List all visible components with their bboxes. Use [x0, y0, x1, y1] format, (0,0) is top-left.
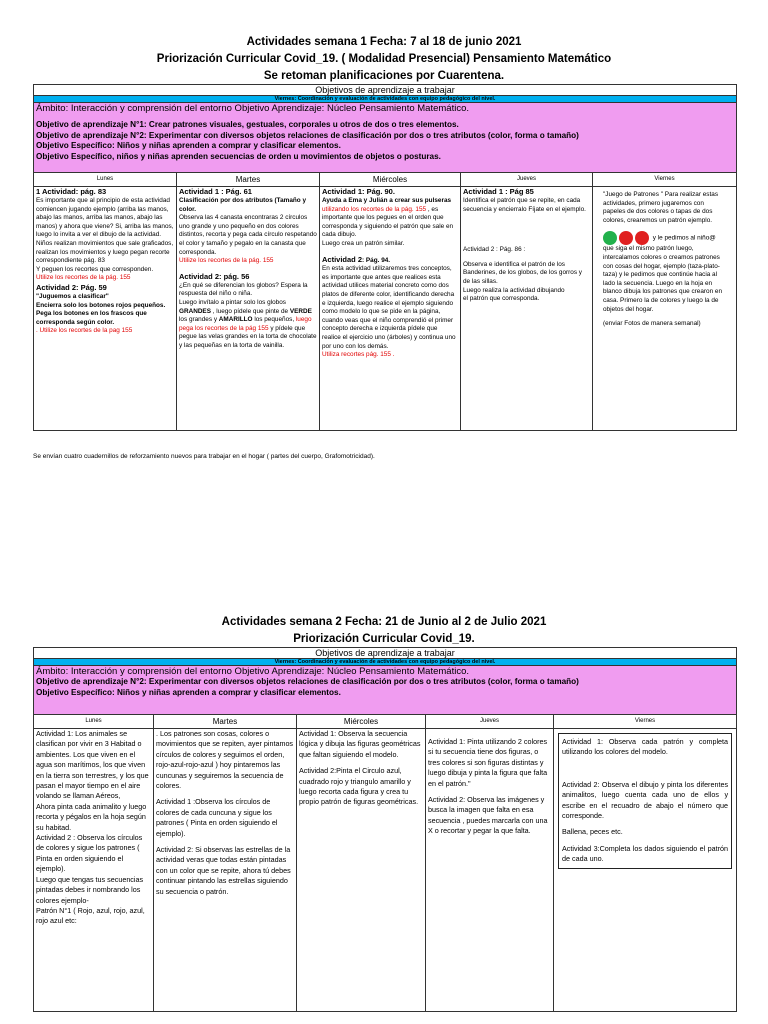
activity-text: Actividad 1: Los animales se clasifican por vivir en 3 Habitad o ambientes. Los que viven en el agua son marítimos, los que viven en la tierra son terrestres, y los que pasan el mayor tiempo en el aire volando se llaman Aéreos, [36, 729, 149, 801]
activity-red-note: Utiliza recortes pág. 155 . [322, 351, 395, 359]
activity-title: Actividad 2: pág. 56 [179, 271, 250, 281]
activity-text: y le pedimos al niño@ que siga el mismo patrón luego, intercalamos colores o creamos patrones con cosas del hogar, ejemplo (taza-plato-taza) y le pedimos que continúe hacia al lado la secuencia. Luego en la hoja en blanco dibuja los patrones que crearon en casa. Primero la de colores y luego la de objetos del hogar. [603, 235, 723, 313]
activity-text: . Los patrones son cosas, colores o movimientos que se repiten, ayer pintamos círculos de colores y seguimos el orden, rojo-azul-rojo-azul ) hoy pintaremos las cuncunas y seguiremos la secuencia de colores. [156, 729, 294, 791]
activity-text: Es importante que al principio de esta actividad comiencen jugando ejemplo (arriba las manos, abajo las manos, arriba las manos, abajo las manos) y ahora que viene? Si, arriba las manos, luego lo invita a ver el dibujo de la actividad. [36, 197, 174, 239]
activity-title: Actividad 1 : Pág 85 [463, 187, 534, 196]
week2-header [0, 614, 768, 648]
keyword-grandes: GRANDES [179, 307, 211, 315]
activity-text: Identifica el patrón que se repite, en cada secuencia y encierralo Fíjate en el ejemplo. [463, 197, 586, 213]
activity-text: Observa las 4 canasta encontraras 2 círculos uno grande y uno pequeño en dos colores distintos, recorta y pega cada círculo respetando el color y tamaño y pegalo en la canasta que corresponda. [179, 214, 317, 256]
activity-text: En esta actividad utilizaremos tres conceptos, es importante que antes que realices esta actividad utilices material concreto como dos platos de diferente color, identificando derecha e izquierda, luego realice el ejemplo siguiendo como modelo lo que se pide en la página, cuando veas que el niño comprendió el primer concepto derecha e izquierda pídele que realice el ejercicio uno (árboles) y continua uno por uno con los demás. [322, 265, 456, 350]
notebooks-note: Se envían cuatro cuadernillos de reforzamiento nuevos para trabajar en el hogar ( partes del cuerpo, Grafomotricidad). [33, 453, 375, 460]
activity-page: : Pág. 94. [362, 256, 391, 264]
activity-text: Actividad 2: Observa las imágenes y busca la imagen que falta en esa secuencia , puedes marcarla con una X o recortar y pegar la que falta. [428, 795, 548, 836]
activity-title: Actividad 1: Pág. 90. [322, 187, 395, 196]
activity-text: Niños realizan movimientos que sale graficados, realizan los movimientos y luego pegan recorte correspondiente pág. 83 [36, 239, 174, 265]
activity-red-note: luego pega los recortes de la pág 155 [179, 316, 312, 332]
activity-text: Actividad 1 :Observa los círculos de colores de cada cuncuna y sigue los patrones ( Pinta en orden siguiendo el ejemplo). [156, 797, 278, 838]
week2-subtitle: Priorización Curricular Covid_19. [293, 633, 475, 645]
objective-2: Objetivo de aprendizaje N°2: Experimentar con diversos objetos relaciones de clasificación por dos o tres atributos (color, forma o tamaño) [36, 130, 579, 140]
activity-text: Luego que tengas tus secuencias pintadas debes ir nombrando los colores ejemplo- [36, 874, 144, 905]
activity-text: Luego invítalo a pintar solo los globos [179, 298, 286, 306]
activity-title: 1 Actividad: pág. 83 [36, 187, 107, 196]
activity-text: Patrón N°1 ( Rojo, azul, rojo, azul, rojo azul etc: [36, 905, 145, 926]
activity-text: Actividad 3:Completa los dados siguiendo el patrón de cada uno. [562, 843, 729, 864]
week1-subtitle: Priorización Curricular Covid_19. ( Modalidad Presencial) Pensamiento Matemático [156, 53, 612, 65]
day-viernes: Viernes [593, 173, 737, 187]
day-lunes: Lunes [34, 715, 154, 729]
activity-text: Y peguen los recortes que corresponden. [36, 265, 154, 273]
activity-text: Ayuda a Ema y Julián a crear sus pulseras [322, 197, 452, 204]
activity-text: Ahora pinta cada animalito y luego recorta y pégalos en la hoja según su habitad. [36, 801, 147, 832]
activity-text: el patrón que corresponda. [463, 295, 540, 303]
day-lunes: Lunes [34, 173, 177, 187]
objective-2: Objetivo de aprendizaje N°2: Experimentar con diversos objetos relaciones de clasificación por dos o tres atributos (color, forma o tamaño) [36, 677, 579, 686]
activity-red-note: Utilize los recortes de la pág. 155 [36, 274, 131, 282]
activity-text: Actividad 2: Observa el dibujo y pinta los diferentes animalitos, luego cuenta cada uno de ellos y escribe en el recuadro de abajo el número que corresponde. [562, 779, 729, 821]
activity-text: Actividad 2:Pinta el Circulo azul, cuadrado rojo y triangulo amarillo y luego recorta cada figura y crea tu propio patrón de figuras geométricas. [299, 766, 419, 807]
viernes-note: Viernes: Coordinación y evaluación de actividades con equipo pedagógico del nivel. [34, 659, 737, 666]
specific-objective-1: Objetivo Específico: Niños y niñas aprenden a comprar y clasificar elementos. [36, 141, 341, 150]
week1-lunes-cell [34, 187, 177, 431]
activity-text: Actividad 1: Observa la secuencia lógica y dibuja las figuras geométricas que faltan siguiendo el modelo. [299, 729, 421, 759]
activity-title: Actividad 2 [322, 254, 363, 264]
week2-jueves-cell [426, 729, 554, 1012]
day-miercoles: Miércoles [297, 715, 426, 729]
activity-text: Banderines, de los globos, de los gorros y de las sillas. [463, 269, 583, 285]
activity-text: y pídele que pegue las velas grandes en la torta de chocolate y las pequeñas en la torta de vainilla. [179, 324, 317, 349]
ambito-text: Ámbito: Interacción y comprensión del entorno Objetivo Aprendizaje: Núcleo Pensamiento Matemático. [36, 666, 470, 677]
week2-lunes-cell [34, 729, 154, 1012]
specific-objective-1: Objetivo Específico: Niños y niñas aprenden a comprar y clasificar elementos. [36, 687, 341, 697]
activity-text: , es importante que los pegues en el orden que corresponda y siguiendo el patrón que sale en cada dibujo. [322, 205, 454, 239]
viernes-note: Viernes: Coordinación y evaluación de actividades con equipo pedagógico del nivel. [34, 96, 737, 103]
red-circle-icon [635, 231, 649, 245]
activity-text: los grandes y [179, 316, 218, 324]
keyword-amarillo: AMARILLO [218, 316, 253, 324]
day-martes: Martes [177, 173, 320, 187]
week2-martes-cell [154, 729, 297, 1012]
activity-text: Clasificación por dos atributos (Tamaño y color. [179, 197, 307, 213]
green-circle-icon [603, 231, 617, 245]
day-jueves: Jueves [426, 715, 554, 729]
activity-text: Pega los botones en los frascos que corresponda según color. [36, 310, 147, 326]
specific-objective-2: Objetivo Específico, niños y niñas aprenden secuencias de orden u movimientos de objetos o posturas. [36, 151, 441, 161]
week1-title: Actividades semana 1 Fecha: 7 al 18 de junio 2021 [246, 36, 522, 48]
activity-text: Actividad 2: Si observas las estrellas de la actividad veras que todas están pintadas con un color que se repite, ahora tú debes continuar pintando las estrellas siguiendo su secuencia o patrón. [156, 845, 291, 896]
activity-text: Encierra solo los botones rojos pequeños. [36, 301, 166, 309]
activity-text: Ballena, peces etc. [562, 827, 623, 837]
activity-red-note: Utilize los recortes de la pág. 155 [179, 257, 274, 265]
activity-text: "Juguemos a clasificar" [36, 292, 109, 300]
week1-subtitle2: Se retoman planificaciones por Cuarentena. [263, 70, 505, 82]
viernes-activity-box [558, 733, 732, 869]
activity-text: "Juego de Patrones " Para realizar estas actividades, primero jugaremos con papeles de dos colores o tapas de dos colores, crearemos un patrón ejemplo. [603, 191, 719, 224]
activity-red-note: utilizando los recortes de la pág. 155 [322, 205, 427, 213]
keyword-verde: VERDE [289, 307, 312, 315]
activity-text: los pequeños, [254, 316, 295, 324]
week2-viernes-cell [554, 729, 737, 1012]
objectives-header: Objetivos de aprendizaje a trabajar [34, 85, 737, 96]
week1-martes-cell [177, 187, 320, 431]
day-viernes: Viernes [554, 715, 737, 729]
week1-miercoles-cell [320, 187, 461, 431]
activity-text: Actividad 1: Observa cada patrón y completa utilizando los colores del modelo. [562, 737, 729, 757]
activity-red-note: . Utilize los recortes de la pag 155 [36, 327, 133, 335]
activity-text: , luego pídele que pinte de [212, 307, 289, 315]
day-martes: Martes [154, 715, 297, 729]
week1-jueves-cell [461, 187, 593, 431]
week2-plan-table [33, 647, 737, 1012]
activity-text: Actividad 1: Pinta utilizando 2 colores si tu secuencia tiene dos figuras, o tres colores si son figuras distintas y luego dibuja y pinta la figura que falta en el patrón." [428, 737, 548, 788]
activity-title: Actividad 1 : Pág. 61 [179, 187, 252, 196]
week1-viernes-cell [593, 187, 737, 431]
ambito-text: Ámbito: Interacción y comprensión del entorno Objetivo Aprendizaje: Núcleo Pensamiento Matemático. [36, 103, 470, 114]
activity-text: Observa e identifica el patrón de los [463, 260, 565, 268]
objective-1: Objetivo de aprendizaje N°1: Crear patrones visuales, gestuales, corporales u otros de dos o tres elementos. [36, 120, 459, 129]
objectives-header: Objetivos de aprendizaje a trabajar [34, 648, 737, 659]
activity-title: Actividad 2: Pág. 59 [36, 282, 107, 292]
week1-plan-table [33, 84, 737, 431]
day-jueves: Jueves [461, 173, 593, 187]
week2-miercoles-cell [297, 729, 426, 1012]
week1-header [0, 34, 768, 85]
red-circle-icon [619, 231, 633, 245]
day-miercoles: Miércoles [320, 173, 461, 187]
activity-text: (enviar Fotos de manera semanal) [603, 320, 701, 328]
week2-title: Actividades semana 2 Fecha: 21 de Junio al 2 de Julio 2021 [221, 616, 547, 628]
activity-text: Luego realiza la actividad dibujando [463, 286, 565, 294]
activity-title: Actividad 2 : Pág. 86 : [463, 246, 526, 254]
activity-text: ¿En qué se diferencian los globos? Espera la respuesta del niño o niña. [179, 281, 308, 298]
activity-text: Actividad 2 : Observa los círculos de colores y sigue los patrones ( Pinta en orden siguiendo el ejemplo). [36, 833, 143, 874]
activity-text: Luego crea un patrón similar. [322, 239, 405, 247]
